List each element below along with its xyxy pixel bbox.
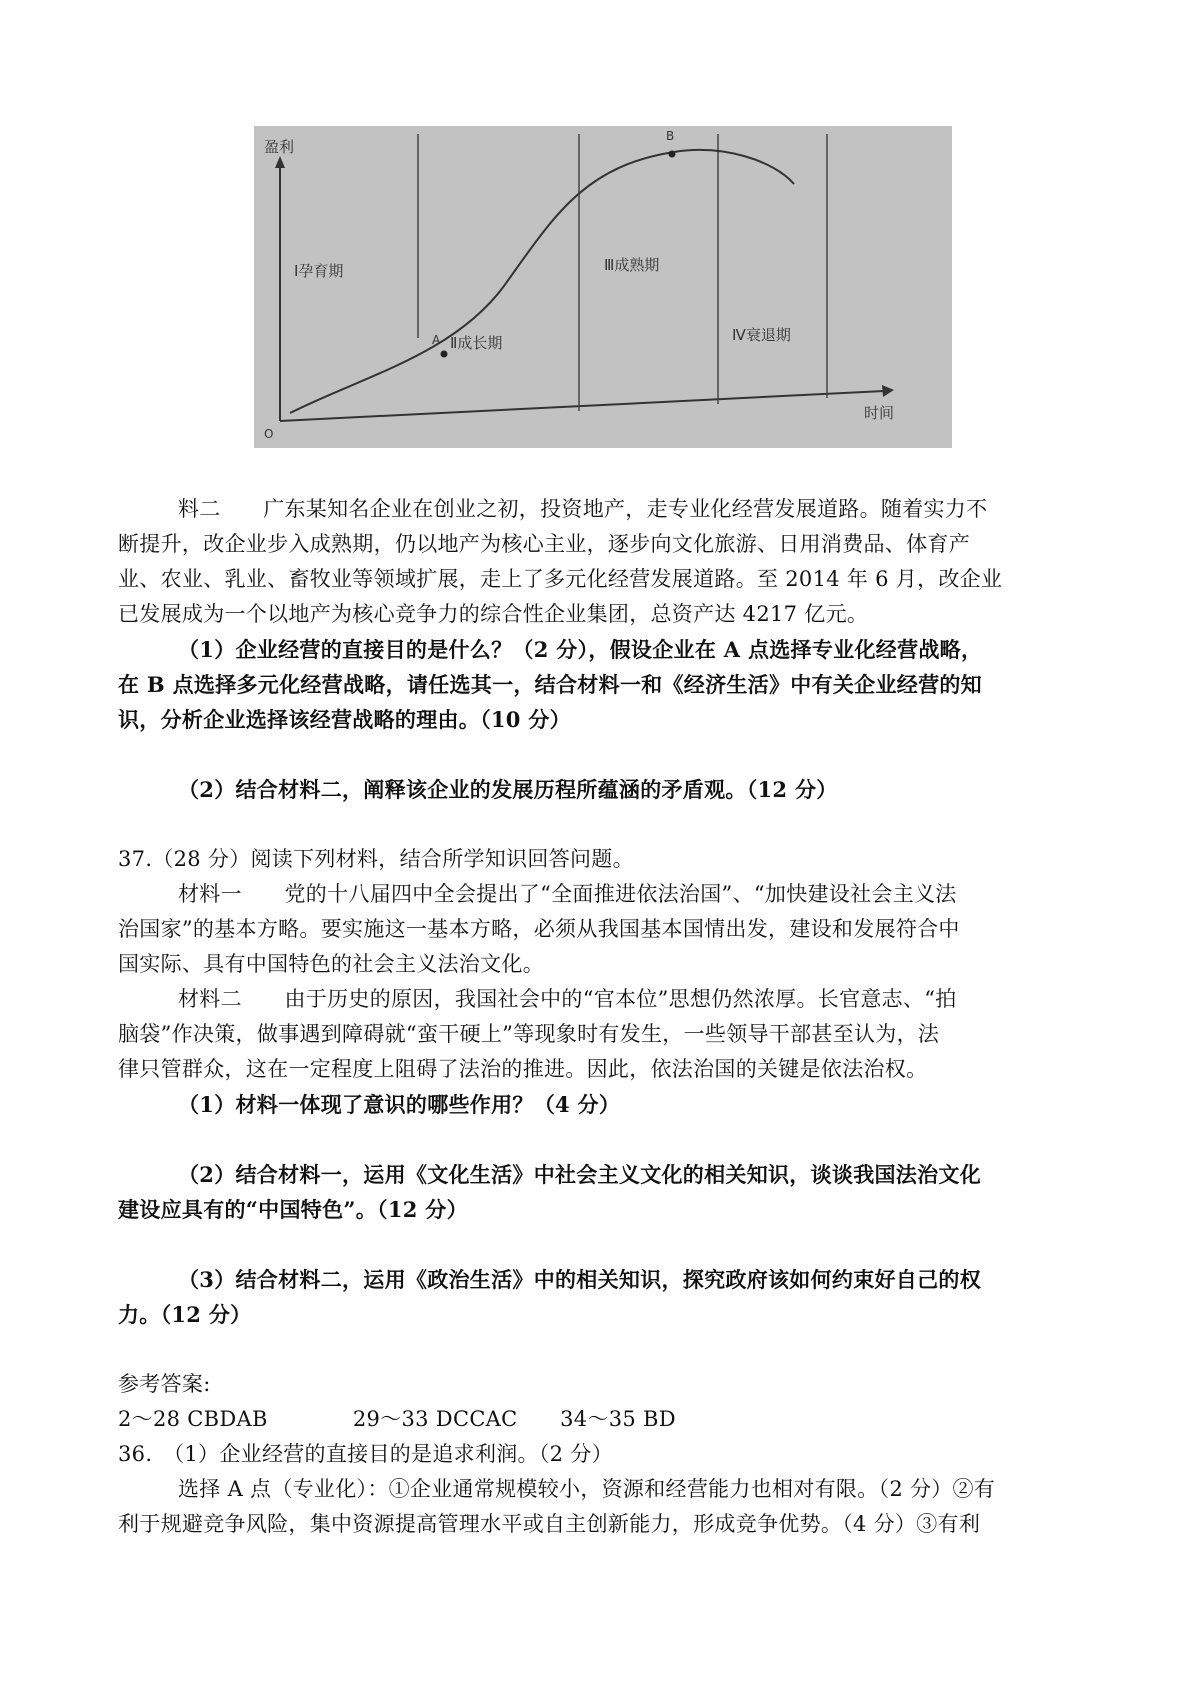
x-axis-label: 时间 (864, 404, 895, 422)
material2-line-4: 已发展成为一个以地产为核心竞争力的综合性企业集团，总资产达 4217 亿元。 (118, 602, 869, 626)
q37-material1-line-1: 材料一 党的十八届四中全会提出了“全面推进依法治国”、“加快建设社会主义法 (178, 882, 957, 906)
q36-1-line-1: （1）企业经营的直接目的是什么？（2 分），假设企业在 A 点选择专业化经营战略， (178, 637, 983, 662)
q37-material2-line-2: 脑袋”作决策，做事遇到障碍就“蛮干硬上”等现象时有发生，一些领导干部甚至认为，法 (118, 1022, 940, 1046)
stage2-label: Ⅱ成长期 (450, 334, 503, 352)
stage4-label: Ⅳ衰退期 (732, 326, 791, 344)
lifecycle-diagram (254, 126, 952, 448)
answers-choice-line: 2～28 CBDAB 29～33 DCCAC 34～35 BD (118, 1407, 676, 1431)
origin-label: O (264, 427, 274, 441)
stage1-label: Ⅰ孕育期 (294, 262, 344, 280)
y-axis-label: 盈利 (264, 138, 295, 156)
answers-36-line-2: 选择 A 点（专业化）：①企业通常规模较小，资源和经营能力也相对有限。（2 分）②有 (178, 1477, 996, 1501)
q37-3-line-2: 力。（12 分） (118, 1302, 252, 1327)
point-a-label: A (432, 333, 441, 347)
q37-material2-line-1: 材料二 由于历史的原因，我国社会中的“官本位”思想仍然浓厚。长官意志、“拍 (178, 987, 957, 1011)
q36-1-line-2: 在 B 点选择多元化经营战略，请任选其一，结合材料一和《经济生活》中有关企业经营的知 (118, 672, 982, 697)
q36-2: （2）结合材料二，阐释该企业的发展历程所蕴涵的矛盾观。（12 分） (178, 777, 838, 802)
q37-material2-line-3: 律只管群众，这在一定程度上阻碍了法治的推进。因此，依法治国的关键是依法治权。 (118, 1057, 928, 1081)
point-b-label: B (666, 129, 675, 143)
point-b-marker (669, 151, 676, 158)
answers-36-line-1: 36. （1）企业经营的直接目的是追求利润。（2 分） (118, 1442, 613, 1466)
q37-3-line-1: （3）结合材料二，运用《政治生活》中的相关知识，探究政府该如何约束好自己的权 (178, 1267, 982, 1292)
q37-1: （1）材料一体现了意识的哪些作用？（4 分） (178, 1092, 621, 1117)
lifecycle-figure (254, 126, 952, 448)
q36-1-line-3: 识，分析企业选择该经营战略的理由。（10 分） (118, 707, 571, 732)
q37-material1-line-3: 国实际、具有中国特色的社会主义法治文化。 (118, 952, 544, 976)
point-a-marker (441, 351, 448, 358)
q37-2-line-1: （2）结合材料一，运用《文化生活》中社会主义文化的相关知识，谈谈我国法治文化 (178, 1162, 982, 1187)
material2-line-3: 业、农业、乳业、畜牧业等领域扩展，走上了多元化经营发展道路。至 2014 年 6 月，改企业 (118, 567, 1003, 591)
q37-material1-line-2: 治国家”的基本方略。要实施这一基本方略，必须从我国基本国情出发，建设和发展符合中 (118, 917, 960, 941)
material2-line-2: 断提升，改企业步入成熟期，仍以地产为核心主业，逐步向文化旅游、日用消费品、体育产 (118, 532, 970, 556)
material2-line-1: 料二 广东某知名企业在创业之初，投资地产，走专业化经营发展道路。随着实力不 (178, 497, 988, 521)
answers-36-line-3: 利于规避竞争风险，集中资源提高管理水平或自主创新能力，形成竞争优势。（4 分）③有利 (118, 1512, 981, 1536)
answers-header: 参考答案: (118, 1372, 211, 1396)
stage3-label: Ⅲ成熟期 (604, 256, 660, 274)
q37-header: 37.（28 分）阅读下列材料，结合所学知识回答问题。 (118, 847, 634, 871)
q37-2-line-2: 建设应具有的“中国特色”。（12 分） (118, 1197, 468, 1222)
